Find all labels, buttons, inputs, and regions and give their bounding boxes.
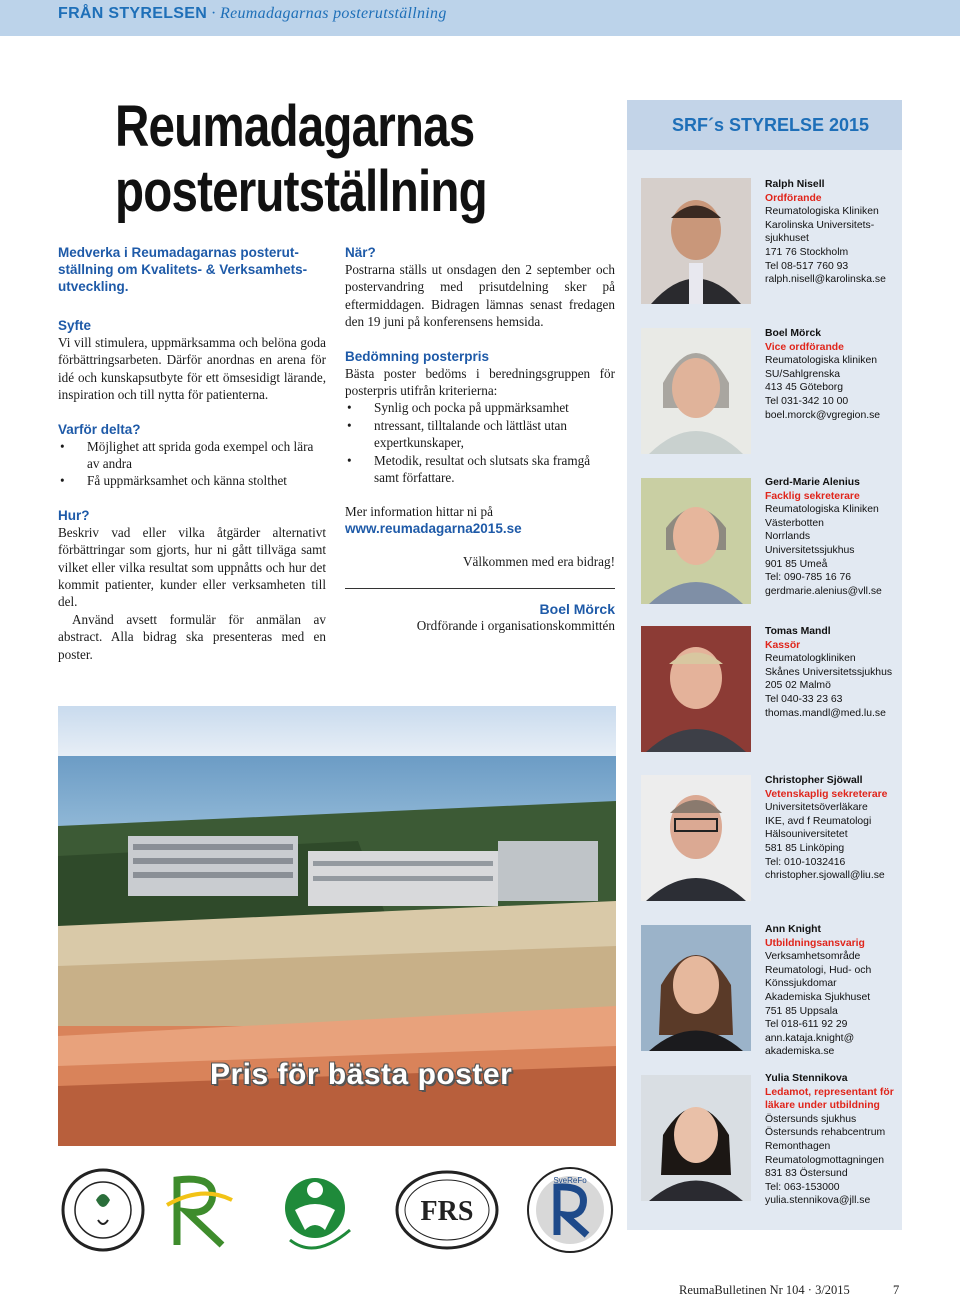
- section-header-bar: [0, 0, 960, 36]
- list-item: • Möjlighet att sprida goda exempel och lära av andra: [58, 438, 326, 473]
- member-name: Ann Knight: [765, 924, 821, 935]
- board-member: [765, 178, 900, 287]
- member-detail: Reumatologkliniken: [765, 653, 856, 665]
- member-detail: Karolinska Universitetssjukhuset: [765, 219, 875, 245]
- syfte-heading: Syfte: [58, 318, 92, 333]
- member-detail: Tel 031-342 10 00: [765, 395, 849, 407]
- member-detail: Skånes Universitetssjukhus: [765, 666, 893, 678]
- varfor-list: [58, 438, 326, 490]
- list-item: • Synlig och pocka på uppmärksamhet: [345, 399, 615, 416]
- member-detail: 831 83 Östersund: [765, 1168, 848, 1180]
- list-item: • Få uppmärksamhet och känna stolthet: [58, 472, 326, 489]
- member-detail: Universitetsöverläkare: [765, 802, 868, 814]
- nar-text: Postrarna ställs ut onsdagen den 2 september och postervandring med prisutdelning sker på eftermiddagen. Bidragen lämnas senast fredagen den 19 juni på konferensens hemsida.: [345, 262, 615, 330]
- member-email[interactable]: yulia.stennikova@jll.se: [765, 1195, 871, 1207]
- member-detail: Tel 040-33 23 63: [765, 693, 843, 705]
- article-title: [115, 95, 525, 225]
- article-column-2: [345, 244, 615, 635]
- member-detail: Verksamhetsområde: [765, 951, 861, 963]
- member-email[interactable]: gerdmarie.alenius@vll.se: [765, 585, 882, 597]
- board-member: [765, 1072, 900, 1208]
- member-detail: 171 76 Stockholm: [765, 246, 849, 258]
- publication-footer: ReumaBulletinen Nr 104 · 3/2015: [679, 1283, 850, 1297]
- member-role: Kassör: [765, 639, 801, 651]
- member-detail: Reumatologiska Kliniken: [765, 504, 879, 516]
- varfor-heading: Varför delta?: [58, 421, 141, 437]
- nar-heading: När?: [345, 245, 376, 260]
- member-role: Facklig sekreterare: [765, 490, 860, 502]
- member-detail: Akademiska Sjukhuset: [765, 991, 871, 1003]
- member-email[interactable]: akademiska.se: [765, 1046, 835, 1058]
- member-name: Ralph Nisell: [765, 179, 825, 190]
- member-email[interactable]: ann.kataja.knight@: [765, 1032, 855, 1044]
- member-detail: 413 45 Göteborg: [765, 382, 843, 394]
- article-column-1: [58, 244, 326, 663]
- member-role: Utbildningsansvarig: [765, 937, 865, 949]
- board-member: [765, 774, 900, 883]
- board-member: [765, 923, 900, 1059]
- member-detail: Tel: 010-1032416: [765, 856, 846, 868]
- article-title-line1: Reumadagarnas: [115, 94, 475, 159]
- member-name: Gerd-Marie Alenius: [765, 477, 860, 488]
- member-role: Vice ordförande: [765, 341, 844, 353]
- bedomning-heading: Bedömning posterpris: [345, 348, 490, 364]
- divider: [345, 588, 615, 589]
- member-name: Tomas Mandl: [765, 626, 831, 637]
- signature-name: Boel Mörck: [539, 601, 615, 618]
- page-number: 7: [893, 1283, 900, 1297]
- bedomning-text: Bästa poster bedöms i beredningsgruppen för posterpris utifrån kriterierna:: [345, 365, 615, 399]
- hur-text: Beskriv vad eller vilka åtgärder alternativt förbättringar som gjorts, hur ni gått tillväga samt vilket eller vilka resultat som uppnåtts och hur det kommit patienter, kunder eller verksamheten till del.: [58, 524, 326, 610]
- portrait-photo: [641, 626, 751, 752]
- member-detail: Östersunds rehabcentrum: [765, 1127, 886, 1139]
- member-name: Christopher Sjöwall: [765, 775, 863, 786]
- image-caption: Pris för bästa poster: [210, 1058, 513, 1091]
- board-member: [765, 625, 900, 720]
- member-name: Boel Mörck: [765, 328, 822, 339]
- member-detail: Könssjukdomar: [765, 978, 837, 990]
- portrait-photo: [641, 328, 751, 454]
- member-role: Ordförande: [765, 192, 822, 204]
- board-member: [765, 327, 900, 422]
- list-item: • Metodik, resultat och slutsats ska framgå samt författare.: [345, 452, 615, 487]
- member-detail: Östersunds sjukhus: [765, 1113, 857, 1125]
- welcome-text: Välkommen med era bidrag!: [463, 553, 615, 569]
- frs-logo-text: FRS: [420, 1196, 474, 1227]
- member-detail: Norrlands: [765, 531, 811, 543]
- member-detail: Reumatologiska Kliniken: [765, 206, 879, 218]
- syfte-text: Vi vill stimulera, uppmärksamma och belöna goda förbättringsarbeten. Därför anordnas en arena för idé och kunskapsutbyte för ett ömsesidigt lärande, inspiration och till nytta för patienterna.: [58, 335, 326, 403]
- member-detail: Hälsouniversitetet: [765, 829, 848, 841]
- hur-heading: Hur?: [58, 507, 90, 523]
- board-member: [765, 476, 900, 598]
- portrait-photo: [641, 925, 751, 1051]
- frs-logo: [395, 1168, 500, 1258]
- hur-text-2: Använd avsett formulär för anmälan av abstract. Alla bidrag ska presenteras med en poster.: [58, 611, 326, 662]
- member-detail: 901 85 Umeå: [765, 558, 828, 570]
- signature-role: Ordförande i organisationskommittén: [416, 618, 615, 634]
- fysioterapeuterna-logo: [270, 1170, 370, 1265]
- member-detail: Tel: 063-153000: [765, 1181, 840, 1193]
- section-separator: ·: [207, 5, 221, 22]
- member-detail: Tel 08-517 760 93: [765, 260, 849, 272]
- member-email[interactable]: boel.morck@vgregion.se: [765, 409, 881, 421]
- bedomning-list: [345, 399, 615, 486]
- member-role: Vetenskaplig sekreterare: [765, 788, 888, 800]
- member-detail: 581 85 Linköping: [765, 842, 845, 854]
- article-title-line2: posterutställning: [115, 158, 487, 224]
- section-subtitle: Reumadagarnas posterutställning: [220, 5, 447, 22]
- r-logo: [162, 1170, 242, 1255]
- list-item: • ntressant, tilltalande och lättläst utan expertkunskaper,: [345, 417, 615, 452]
- portrait-photo: [641, 775, 751, 901]
- member-email[interactable]: christopher.sjowall@liu.se: [765, 870, 885, 882]
- member-detail: Universitetssjukhus: [765, 544, 855, 556]
- member-detail: Tel 018-611 92 29: [765, 1019, 848, 1031]
- svereo-logo-text: SveReFo: [553, 1176, 587, 1185]
- more-info-text: Mer information hittar ni på: [345, 504, 493, 520]
- sidebar-header: [627, 100, 902, 150]
- member-detail: 751 85 Uppsala: [765, 1005, 838, 1017]
- circle-seal-logo: [58, 1165, 148, 1260]
- member-email[interactable]: thomas.mandl@med.lu.se: [765, 707, 886, 719]
- section-header: [58, 5, 447, 23]
- member-detail: IKE, avd f Reumatologi: [765, 815, 872, 827]
- member-detail: Reumatologi, Hud- och: [765, 964, 872, 976]
- section-label: FRÅN STYRELSEN: [58, 5, 208, 22]
- member-detail: SU/Sahlgrenska: [765, 368, 841, 380]
- member-detail: Remonthagen: [765, 1140, 831, 1152]
- portrait-photo: [641, 178, 751, 304]
- portrait-photo: [641, 1075, 751, 1201]
- member-detail: 205 02 Malmö: [765, 680, 831, 692]
- member-detail: Reumatologiska kliniken: [765, 355, 878, 367]
- member-detail: Reumatologmottagningen: [765, 1154, 884, 1166]
- member-role: Ledamot, representant för läkare under utbildning: [765, 1086, 894, 1112]
- member-name: Yulia Stennikova: [765, 1073, 848, 1084]
- conference-link[interactable]: www.reumadagarna2015.se: [345, 520, 522, 536]
- sidebar-title: SRF´s STYRELSE 2015: [672, 115, 870, 135]
- member-detail: Tel: 090-785 16 76: [765, 572, 852, 584]
- member-detail: Västerbotten: [765, 517, 824, 529]
- member-email[interactable]: ralph.nisell@karolinska.se: [765, 274, 886, 286]
- article-lead: Medverka i Reumadagarnas posterutställning om Kvalitets- & Verksamhetsutveckling.: [58, 245, 308, 294]
- portrait-photo: [641, 478, 751, 604]
- svereo-logo: [525, 1165, 615, 1260]
